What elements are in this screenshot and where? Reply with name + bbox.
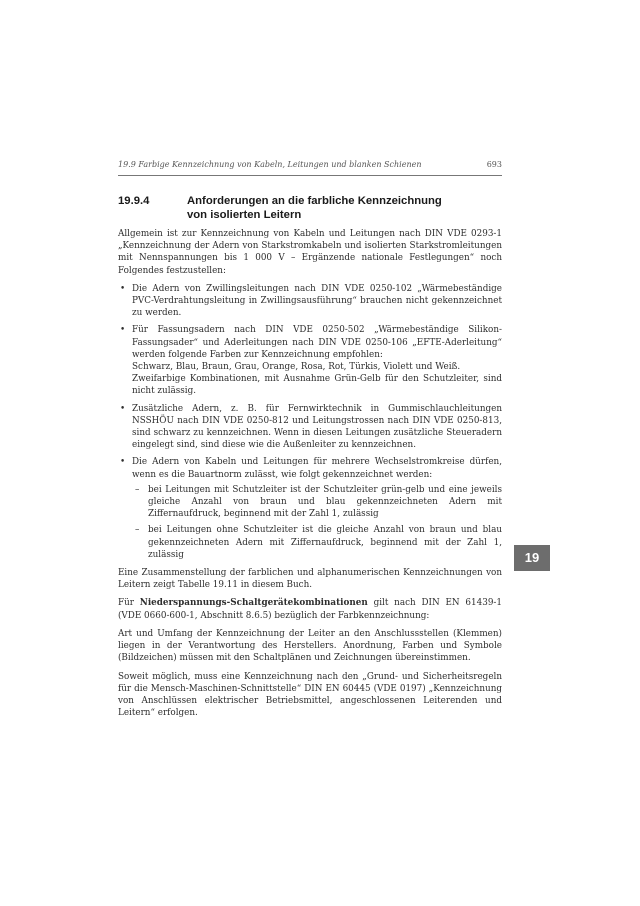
sub-list (132, 484, 502, 561)
list-item-text: Zusätzliche Adern, z. B. für Fernwirktechnik in Gummischlauchleitungen NSSHÖU nach DIN VDE 0250-812 und Leitungstrossen nach DIN VDE 0250-813, sind schwarz zu kennzeichnen. Wenn in diesen Leitungen zusätzliche Steueradern eingelegt sind, sind diese wie die Außenleiter zu kennzeichnen. (132, 403, 502, 451)
summary-paragraph: Eine Zusammenstellung der farblichen und alphanumerischen Kennzeichnungen von Leitern zeigt Tabelle 19.11 in diesem Buch. (118, 568, 502, 591)
dash-marker: – (135, 525, 140, 536)
list-item-text: Die Adern von Kabeln und Leitungen für mehrere Wechselstromkreise dürfen, wenn es die Bauartnorm zulässt, wie folgt gekennzeichnet werden: (132, 457, 502, 480)
page-number: 693 (486, 160, 502, 169)
list-item-text: Für Fassungsadern nach DIN VDE 0250-502 „Wärmebeständige Silikon-Fassungsader“ und Aderleitungen nach DIN VDE 0250-106 „EFTE-Aderleitung“ werden folgende Farben zur Kennzeichnung empfohlen: (132, 325, 502, 360)
color-list-text: Schwarz, Blau, Braun, Grau, Orange, Rosa, Rot, Türkis, Violett und Weiß. (132, 362, 461, 373)
running-title: 19.9 Farbige Kennzeichnung von Kabeln, Leitungen und blanken Schienen (118, 160, 422, 169)
list-item (118, 403, 502, 452)
switchgear-suffix: gilt nach DIN EN 61439-1 (VDE 0660-600-1, Abschnitt 8.6.5) bezüglich der Farbkennzeichnung: (118, 598, 502, 621)
bullet-marker: • (120, 283, 126, 294)
body-text (118, 228, 502, 725)
section-title-line-2: von isolierten Leitern (187, 209, 302, 221)
section-number: 19.9.4 (118, 195, 150, 207)
list-item-text: Die Adern von Zwillingsleitungen nach DIN VDE 0250-102 „Wärmebeständige PVC-Verdrahtungsleitung in Zwillingsausführung“ brauchen nicht gekennzeichnet zu werden. (132, 283, 502, 319)
switchgear-prefix: Für (118, 598, 140, 609)
dash-marker: – (135, 484, 140, 495)
intro-paragraph: Allgemein ist zur Kennzeichnung von Kabeln und Leitungen nach DIN VDE 0293-1 „Kennzeichnung der Adern von Starkstromkabeln und isolierten Starkstromleitungen mit Nennspannungen bis 1 000 V – Ergänzende nationale Festlegungen“ noch Folgendes festzustellen: (118, 229, 502, 276)
list-item (118, 324, 502, 397)
running-header (118, 160, 502, 174)
bullet-marker: • (120, 457, 126, 468)
list-item (118, 283, 502, 320)
sub-list-item (132, 484, 502, 521)
list-item (118, 456, 502, 561)
section-title-line-1: Anforderungen an die farbliche Kennzeichnung (187, 195, 442, 207)
sub-list-item (132, 524, 502, 561)
requirements-list (118, 283, 502, 561)
header-rule (118, 175, 502, 176)
manufacturer-paragraph: Art und Umfang der Kennzeichnung der Leiter an den Anschlussstellen (Klemmen) liegen in der Verantwortung des Herstellers. Anordnung, Farben und Symbole (Bildzeichen) müssen mit den Schaltplänen und Zeichnungen übereinstimmen. (118, 628, 502, 664)
sub-list-item-text: bei Leitungen mit Schutzleiter ist der Schutzleiter grün-gelb und eine jeweils gleiche Anzahl von braun und blau gekennzeichneten Adern mit Ziffernaufdruck, beginnend mit der Zahl 1, zulässig (148, 484, 502, 520)
section-heading (118, 194, 502, 222)
standards-paragraph: Soweit möglich, muss eine Kennzeichnung nach den „Grund- und Sicherheitsregeln für die Mensch-Maschinen-Schnittstelle“ DIN EN 60445 (VDE 0197) „Kennzeichnung von Anschlüssen elektrischer Betriebsmittel, angeschlossenen Leiterenden und Leitern“ erfolgen. (118, 671, 502, 719)
list-item-note: Zweifarbige Kombinationen, mit Ausnahme Grün-Gelb für den Schutzleiter, sind nicht zulässig. (132, 374, 502, 397)
switchgear-paragraph (118, 597, 502, 621)
chapter-tab: 19 (514, 545, 550, 571)
switchgear-term: Niederspannungs-Schaltgerätekombinationen (139, 598, 368, 609)
bullet-marker: • (120, 403, 126, 414)
sub-list-item-text: bei Leitungen ohne Schutzleiter ist die gleiche Anzahl von braun und blau gekennzeichneten Adern mit Ziffernaufdruck, beginnend mit der Zahl 1, zulässig (148, 525, 502, 560)
bullet-marker: • (120, 325, 126, 336)
